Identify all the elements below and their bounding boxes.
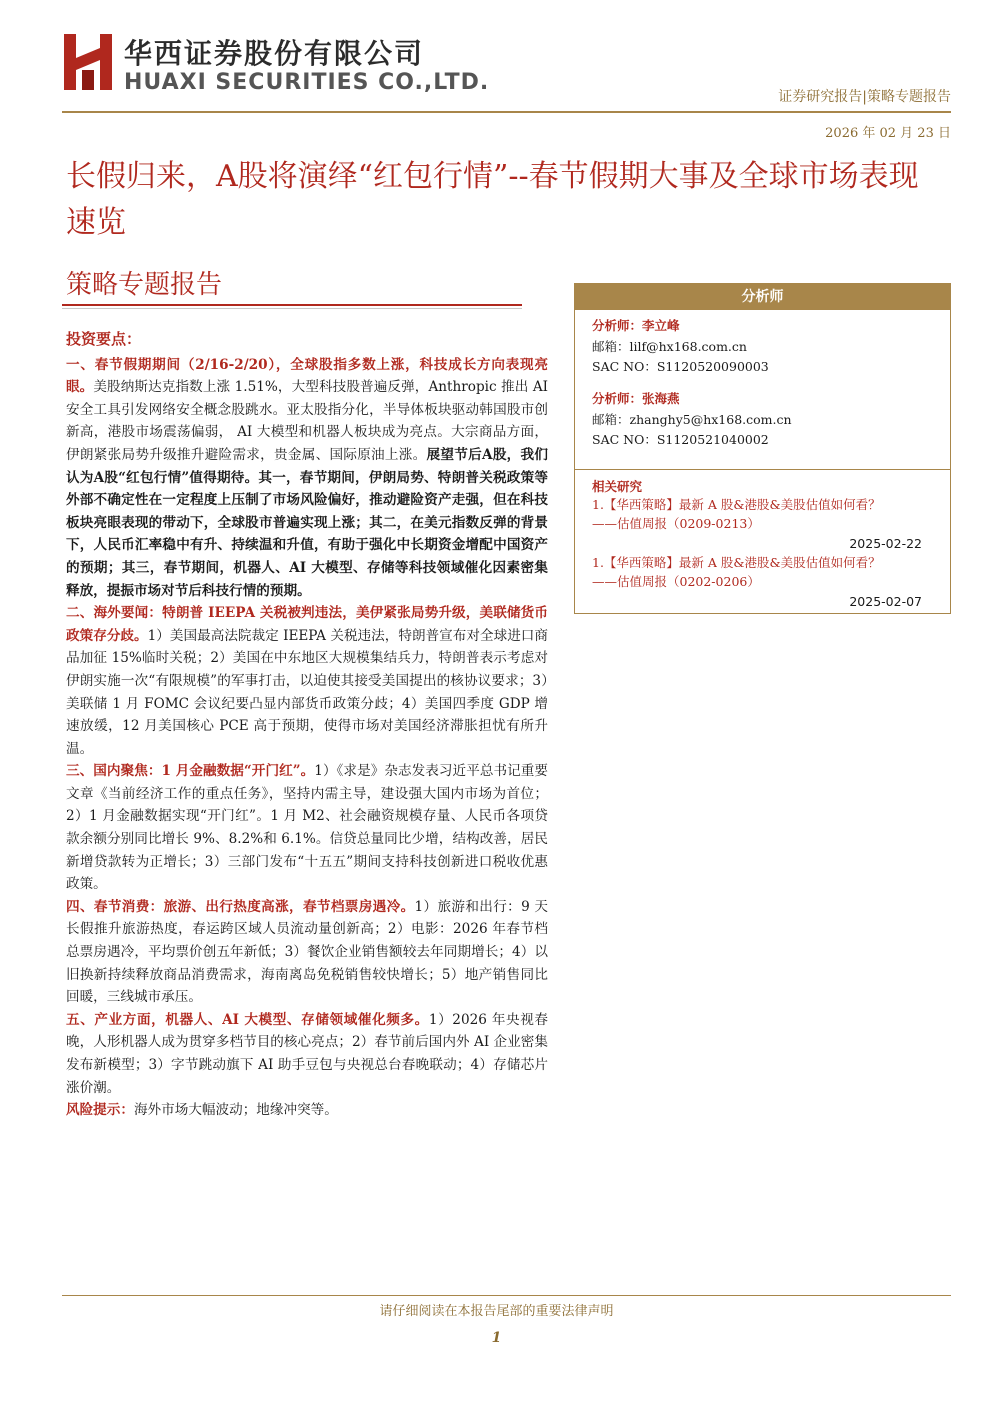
section-2 (66, 602, 548, 760)
legal-disclaimer-note: 请仔细阅读在本报告尾部的重要法律声明 (379, 1304, 614, 1319)
report-category-tags: 证券研究报告|策略专题报告 (778, 89, 951, 105)
section-2-heading: 二、海外要闻：特朗普 IEEPA 关税被判违法，美伊紧张局势升级，美联储货币政策存分歧。 (66, 605, 548, 644)
footer-divider (62, 1295, 951, 1296)
related-1-subtitle: ——估值周报（0209-0213） (592, 516, 760, 531)
section-1-text: 美股纳斯达克指数上涨 1.51%，大型科技股普遍反弹，Anthropic 推出 AI 安全工具引发网络安全概念股跳水。亚太股指分化，半导体板块驱动韩国股市创新高，港股市场震荡偏弱， AI 大模型和机器人板块成为亮点。大宗商品方面，伊朗紧张局势升级推升避险需求，贵金属、国际原油上涨。 (66, 379, 549, 463)
company-name-cn: 华西证券股份有限公司 (124, 37, 425, 70)
section-3-heading: 三、国内聚焦：1 月金融数据“开门红”。 (66, 763, 315, 780)
report-type-divider-thin (62, 308, 522, 309)
report-type-heading: 策略专题报告 (66, 270, 223, 300)
huaxi-logo-icon (62, 30, 114, 94)
related-research-item[interactable] (592, 553, 932, 591)
section-3 (66, 760, 548, 896)
sidebar-header: 分析师 (575, 284, 950, 310)
analyst-2-email[interactable]: 邮箱：zhanghy5@hx168.com.cn (592, 411, 792, 427)
section-4-text: 1）旅游和出行：9 天长假推升旅游热度，春运跨区域人员流动量创新高；2）电影：2026 年春节档总票房遇冷，平均票价创五年新低；3）餐饮企业销售额较去年同期增长；4）以旧换新持续释放商品消费需求，海南离岛免税销售较快增长；5）地产销售同比回暖，三线城市承压。 (66, 898, 549, 1006)
related-2-title: 1.【华西策略】最新 A 股&港股&美股估值如何看？ (592, 555, 881, 570)
related-1-title: 1.【华西策略】最新 A 股&港股&美股估值如何看？ (592, 497, 881, 512)
related-2-subtitle: ——估值周报（0202-0206） (592, 574, 760, 589)
section-4 (66, 896, 548, 1009)
related-research-item[interactable] (592, 495, 932, 533)
analyst-1-email[interactable]: 邮箱：lilf@hx168.com.cn (592, 338, 747, 354)
section-2-text: 1）美国最高法院裁定 IEEPA 关税违法，特朗普宣布对全球进口商品加征 15%临时关税；2）美国在中东地区大规模集结兵力，特朗普表示考虑对伊朗实施一次“有限规模”的军事打击，以迫使其接受美国提出的核协议要求；3）美联储 1 月 FOMC 会议纪要凸显内部货币政策分歧；4）美国四季度 GDP 增速放缓，12 月美国核心 PCE 高于预期，使得市场对美国经济滞胀担忧有所升温。 (66, 627, 548, 757)
report-date: 2026 年 02 月 23 日 (825, 126, 951, 141)
risk-heading: 风险提示： (66, 1102, 134, 1119)
related-2-date: 2025-02-07 (849, 594, 922, 609)
related-research-heading: 相关研究 (592, 479, 643, 494)
section-1 (66, 354, 548, 603)
section-5-text: 1）2026 年央视春晚，人形机器人成为贯穿多档节目的核心亮点；2）春节前后国内外 AI 企业密集发布新模型；3）字节跳动旗下 AI 助手豆包与央视总台春晚联动；4）存储芯片涨价潮。 (66, 1011, 548, 1096)
analyst-2-sac: SAC NO：S1120521040002 (592, 432, 769, 447)
analyst-1-sac: SAC NO：S1120520090003 (592, 359, 769, 374)
key-points-label: 投资要点： (66, 330, 142, 348)
report-type-divider (62, 304, 522, 306)
report-title: 长假归来，A股将演绎“红包行情”--春节假期大事及全球市场表现速览 (66, 159, 919, 240)
header-divider (62, 111, 951, 113)
company-name-en: HUAXI SECURITIES CO.,LTD. (124, 70, 490, 95)
risk-section (66, 1099, 548, 1122)
analyst-1 (592, 316, 769, 378)
section-5-heading: 五、产业方面，机器人、AI 大模型、存储领域催化频多。 (66, 1011, 429, 1028)
section-4-heading: 四、春节消费：旅游、出行热度高涨，春节档票房遇冷。 (66, 898, 415, 915)
analyst-sidebar (574, 283, 951, 614)
section-1-heading: 一、春节假期期间（2/16-2/20），全球股指多数上涨，科技成长方向表现亮眼。 (66, 356, 548, 396)
section-5 (66, 1009, 548, 1099)
related-1-date: 2025-02-22 (849, 536, 922, 551)
risk-text: 海外市场大幅波动；地缘冲突等。 (133, 1102, 338, 1119)
sidebar-divider (575, 469, 950, 470)
investment-highlights (66, 328, 548, 1122)
section-1-outlook: 展望节后A股，我们认为A股“红包行情”值得期待。其一，春节期间，伊朗局势、特朗普关税政策等外部不确定性在一定程度上压制了市场风险偏好，推动避险资产走强，但在科技板块亮眼表现的带动下，全球股市普遍实现上涨；其二，在美元指数反弹的背景下，人民币汇率稳中有升、持续温和升值，有助于强化中长期资金增配中国资产的预期；其三，春节期间，机器人、AI 大模型、存储等科技领域催化因素密集释放，提振市场对节后科技行情的预期。 (66, 446, 549, 599)
analyst-1-name: 分析师：李立峰 (592, 318, 680, 333)
analyst-2 (592, 389, 792, 451)
analyst-2-name: 分析师：张海燕 (592, 391, 680, 406)
section-3-text: 1）《求是》杂志发表习近平总书记重要文章《当前经济工作的重点任务》，坚持内需主导，建设强大国内市场为首位；2）1 月金融数据实现“开门红”。1 月 M2、社会融资规模存量、人民币各项贷款余额分别同比增长 9%、8.2%和 6.1%。信贷总量同比少增，结构改善，居民新增贷款转为正增长；3）三部门发布“十五五”期间支持科技创新进口税收优惠政策。 (66, 763, 549, 893)
page-number: 1 (491, 1330, 502, 1346)
